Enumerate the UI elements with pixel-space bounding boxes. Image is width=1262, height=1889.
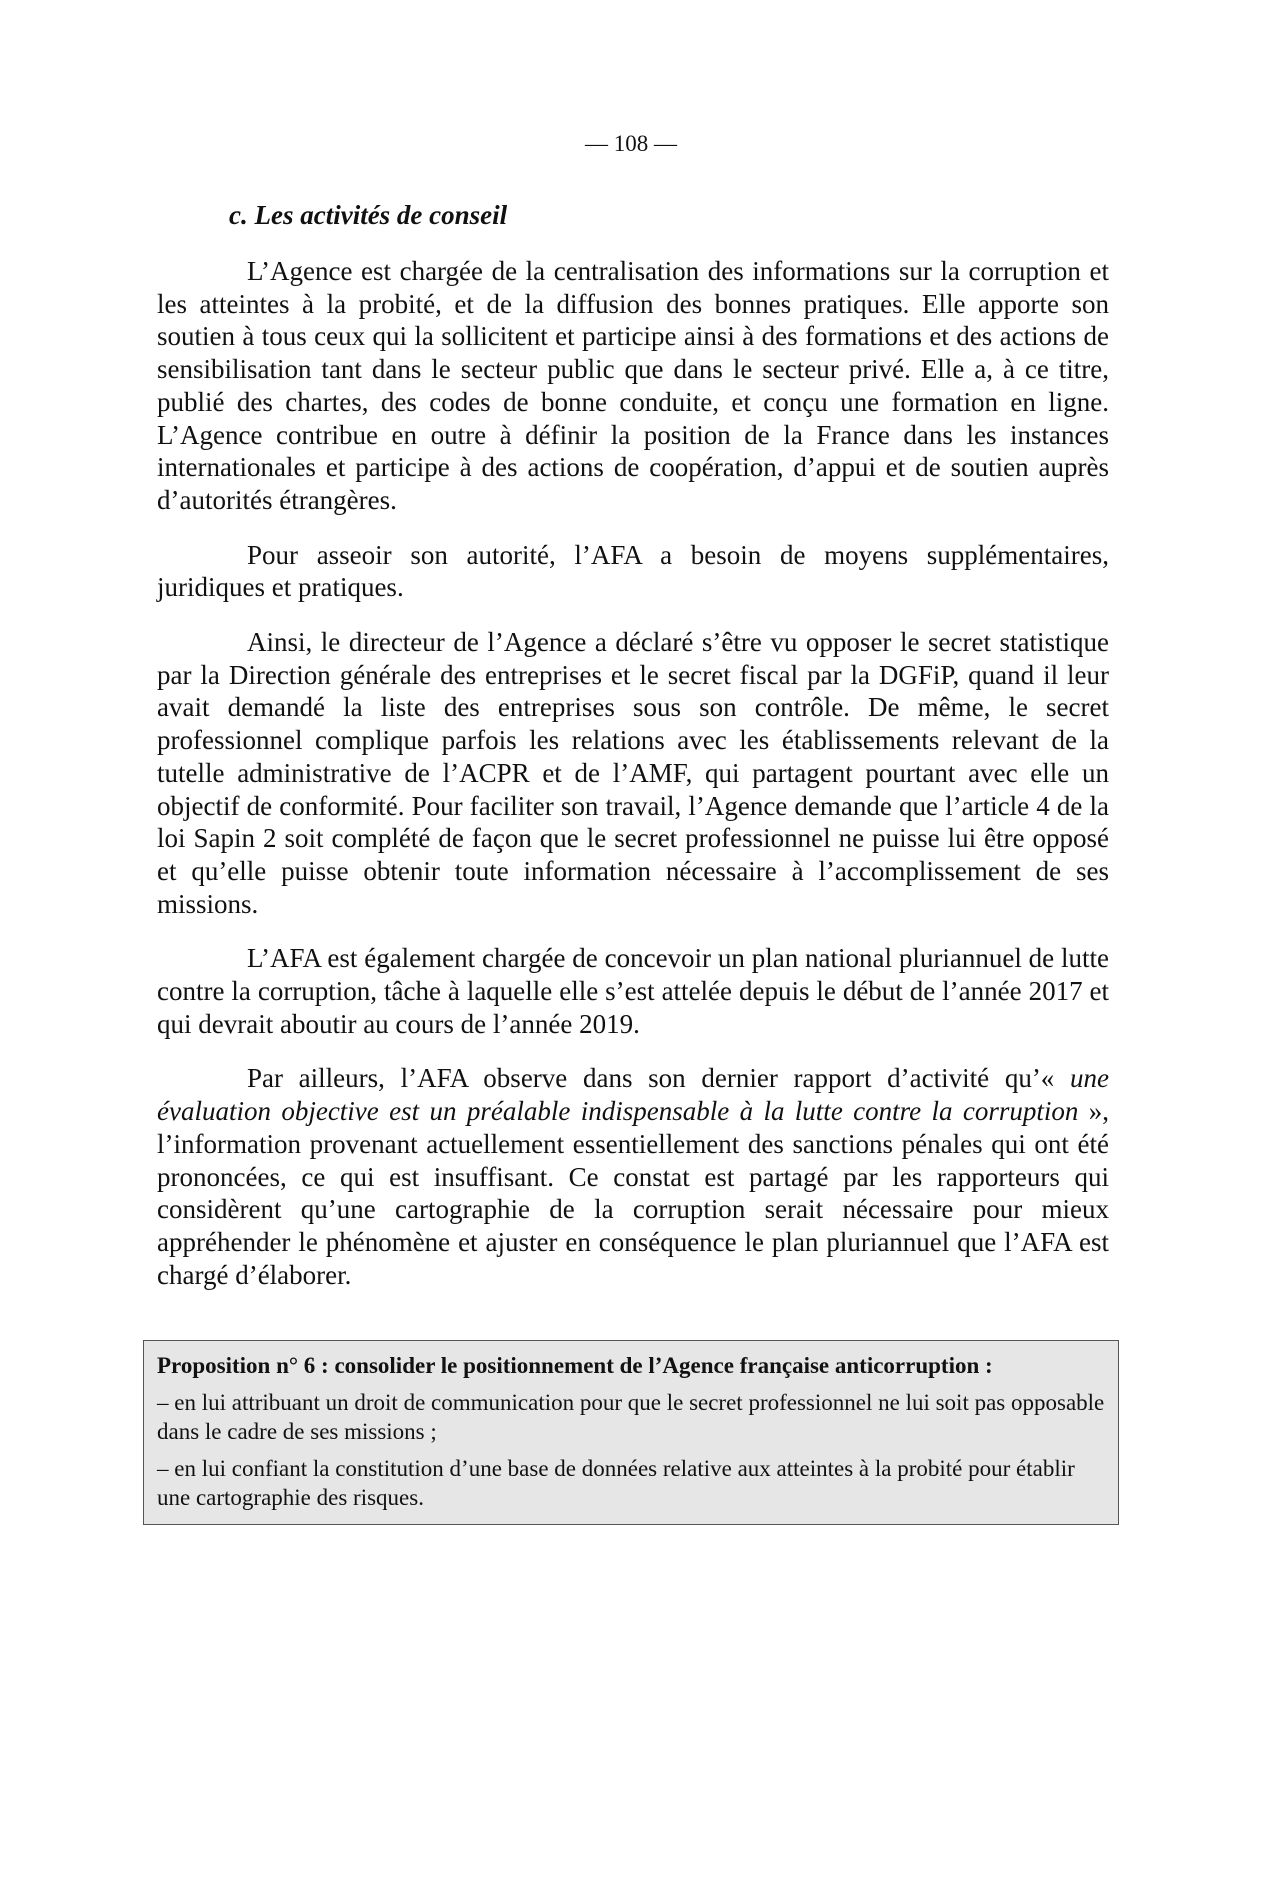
paragraph-evaluation — [157, 1062, 1109, 1291]
proposal-item-communication-right: – en lui attribuant un droit de communication pour que le secret professionnel ne lui soit pas opposable dans le cadre de ses missions ; — [157, 1390, 1105, 1444]
paragraph-authority-means: Pour asseoir son autorité, l’AFA a besoin de moyens supplémentaires, juridiques et pratiques. — [157, 539, 1109, 603]
page-number: — 108 — — [585, 131, 677, 156]
paragraph-evaluation-intro: Par ailleurs, l’AFA observe dans son dernier rapport d’activité qu’« — [247, 1063, 1071, 1094]
proposal-box — [143, 1340, 1119, 1525]
main-content — [157, 197, 1109, 1313]
paragraph-evaluation-quote: une évaluation objective est un préalable indispensable à la lutte contre la corruption — [157, 1063, 1109, 1127]
paragraph-national-plan: L’AFA est également chargée de concevoir un plan national pluriannuel de lutte contre la corruption, tâche à laquelle elle s’est attelée depuis le début de l’année 2017 et qui devrait aboutir au cours de l’année 2019. — [157, 943, 1109, 1039]
paragraph-agency-role: L’Agence est chargée de la centralisation des informations sur la corruption et les atteintes à la probité, et de la diffusion des bonnes pratiques. Elle apporte son soutien à tous ceux qui la sollicitent et participe ainsi à des formations et des actions de sensibilisation tant dans le secteur public que dans le secteur privé. Elle a, à ce titre, publié des chartes, des codes de bonne conduite, et conçu une formation en ligne. L’Agence contribue en outre à définir la position de la France dans les instances internationales et participe à des actions de coopération, d’appui et de soutien auprès d’autorités étrangères. — [157, 256, 1109, 515]
proposal-title: Proposition n° 6 : consolider le positionnement de l’Agence française anticorruption : — [157, 1353, 993, 1378]
proposal-item-database: – en lui confiant la constitution d’une base de données relative aux atteintes à la probité pour établir une cartographie des risques. — [157, 1456, 1075, 1510]
section-heading: c. Les activités de conseil — [229, 200, 508, 230]
paragraph-secrecy-obstacles: Ainsi, le directeur de l’Agence a déclaré s’être vu opposer le secret statistique par la Direction générale des entreprises et le secret fiscal par la DGFiP, quand il leur avait demandé la liste des entreprises sous son contrôle. De même, le secret professionnel complique parfois les relations avec les établissements relevant de la tutelle administrative de l’ACPR et de l’AMF, qui partagent pourtant avec elle un objectif de conformité. Pour faciliter son travail, l’Agence demande que l’article 4 de la loi Sapin 2 soit complété de façon que le secret professionnel ne puisse lui être opposé et qu’elle puisse obtenir toute information nécessaire à l’accomplissement de ses missions. — [157, 627, 1109, 919]
paragraph-evaluation-rest: », l’information provenant actuellement essentiellement des sanctions pénales qui ont été prononcées, ce qui est insuffisant. Ce constat est partagé par les rapporteurs qui considèrent qu’une cartographie de la corruption serait nécessaire pour mieux appréhender le phénomène et ajuster en conséquence le plan pluriannuel que l’AFA est chargé d’élaborer. — [157, 1096, 1110, 1290]
